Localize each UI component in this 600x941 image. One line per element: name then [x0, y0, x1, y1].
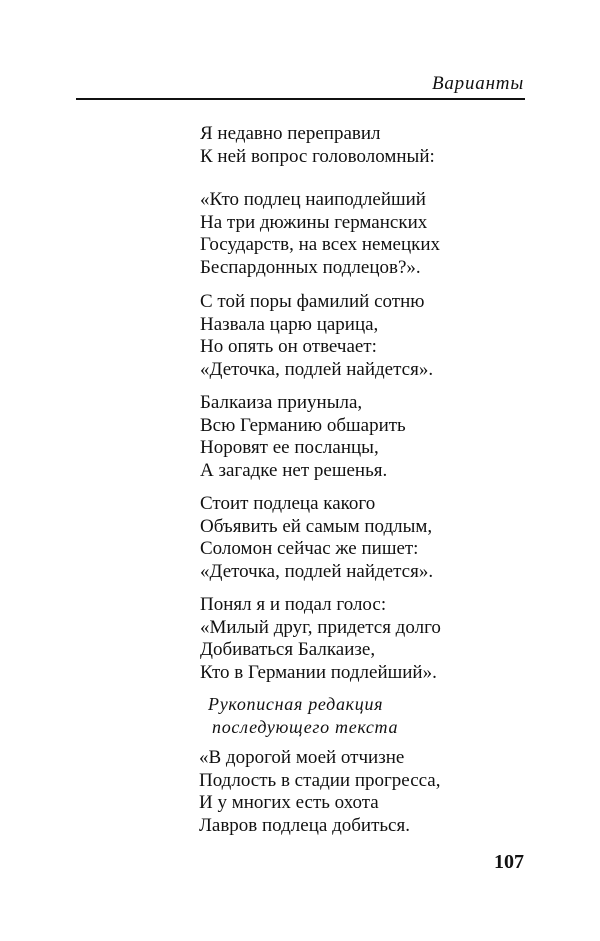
poem-line: Кто в Германии подлейший». [200, 661, 437, 683]
section-heading-line-2: последующего текста [212, 717, 399, 737]
poem-line: Всю Германию обшарить [200, 414, 406, 436]
poem-line: Добиваться Балкаизе, [200, 639, 376, 660]
poem-line: Государств, на всех немецких [200, 234, 441, 255]
poem-line: Но опять он отвечает: [200, 336, 377, 357]
poem-line: Объявить ей самым подлым, [200, 515, 433, 537]
poem-line: «Деточка, подлей найдется». [200, 560, 434, 582]
running-head: Варианты [431, 73, 524, 94]
poem-line: «Кто подлец наиподлейший [200, 189, 426, 210]
poem-line: С той поры фамилий сотню [200, 291, 425, 312]
section-heading [208, 693, 398, 739]
poem-line: Соломон сейчас же пишет: [200, 538, 419, 559]
page-number: 107 [494, 851, 524, 873]
poem-line: Лавров подлеца добиться. [199, 814, 410, 836]
stanza-4 [200, 392, 406, 482]
poem-line: А загадке нет решенья. [200, 459, 388, 481]
poem-line: Понял я и подал голос: [200, 594, 387, 615]
poem-line: «В дорогой моей отчизне [199, 747, 405, 768]
poem-line: «Деточка, подлей найдется». [200, 358, 434, 380]
section-heading-line-1: Рукописная редакция [208, 694, 384, 714]
poem-line: Я недавно переправил [200, 123, 381, 144]
poem-line: Норовят ее посланцы, [200, 437, 379, 458]
stanza-3 [200, 291, 433, 381]
poem-line: Назвала царю царица, [200, 313, 379, 335]
poem-line: К ней вопрос головоломный: [200, 145, 435, 167]
poem-line: И у многих есть охота [199, 792, 379, 813]
stanza-2 [200, 189, 440, 279]
poem-line: Балкаиза приуныла, [200, 392, 363, 413]
header-rule [76, 98, 525, 100]
poem-line: Подлость в стадии прогресса, [199, 769, 441, 791]
poem-line: Беспардонных подлецов?». [200, 256, 421, 278]
final-stanza [199, 747, 440, 837]
stanza-6 [200, 594, 441, 684]
poem-line: «Милый друг, придется долго [200, 616, 441, 638]
stanza-5 [200, 493, 433, 583]
stanza-1 [200, 123, 435, 168]
poem-line: Стоит подлеца какого [200, 493, 376, 514]
poem-line: На три дюжины германских [200, 211, 428, 233]
